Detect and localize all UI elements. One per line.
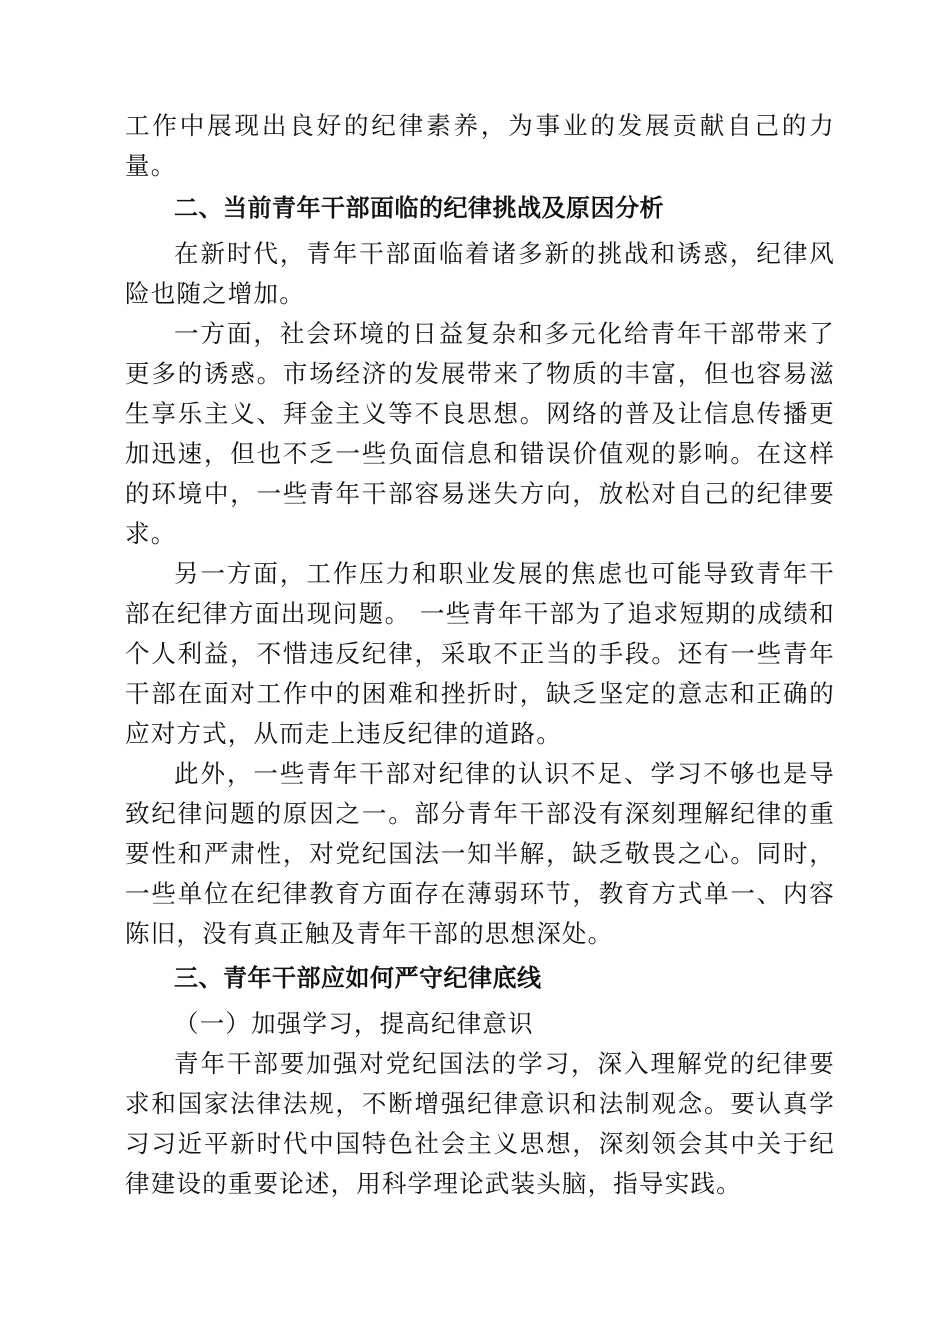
section-heading-3: 三、青年干部应如何严守纪律底线 bbox=[174, 964, 542, 992]
continuation-paragraph: 工作中展现出良好的纪律素养，为事业的发展贡献自己的力量。 bbox=[125, 111, 835, 180]
body-paragraph: 另一方面，工作压力和职业发展的焦虑也可能导致青年干部在纪律方面出现问题。 一些青年干部为了追求短期的成绩和个人利益，不惜违反纪律，采取不正当的手段。还有一些青年干部在面对工作中的困难和挫折时，缺乏坚定的意志和正确的应对方式，从而走上违反纪律的道路。 bbox=[125, 559, 835, 748]
body-paragraph: 在新时代，青年干部面临着诸多新的挑战和诱惑，纪律风险也随之增加。 bbox=[125, 239, 835, 308]
body-paragraph: 此外，一些青年干部对纪律的认识不足、学习不够也是导致纪律问题的原因之一。部分青年干部没有深刻理解纪律的重要性和严肃性，对党纪国法一知半解，缺乏敬畏之心。同时， 一些单位在纪律教育方面存在薄弱环节，教育方式单一、内容陈旧，没有真正触及青年干部的思想深处。 bbox=[125, 759, 835, 948]
body-paragraph: 青年干部要加强对党纪国法的学习，深入理解党的纪律要求和国家法律法规，不断增强纪律意识和法制观念。要认真学习习近平新时代中国特色社会主义思想，深刻领会其中关于纪律建设的重要论述，用科学理论武装头脑，指导实践。 bbox=[125, 1049, 835, 1198]
body-paragraph: 一方面，社会环境的日益复杂和多元化给青年干部带来了更多的诱惑。市场经济的发展带来了物质的丰富，但也容易滋生享乐主义、拜金主义等不良思想。网络的普及让信息传播更加迅速，但也不乏一些负面信息和错误价值观的影响。在这样的环境中，一些青年干部容易迷失方向，放松对自己的纪律要求。 bbox=[125, 319, 835, 548]
section-heading-2: 二、当前青年干部面临的纪律挑战及原因分析 bbox=[174, 194, 664, 222]
subsection-heading-1: （一）加强学习，提高纪律意识 bbox=[174, 1009, 534, 1038]
document-body bbox=[125, 106, 835, 1204]
